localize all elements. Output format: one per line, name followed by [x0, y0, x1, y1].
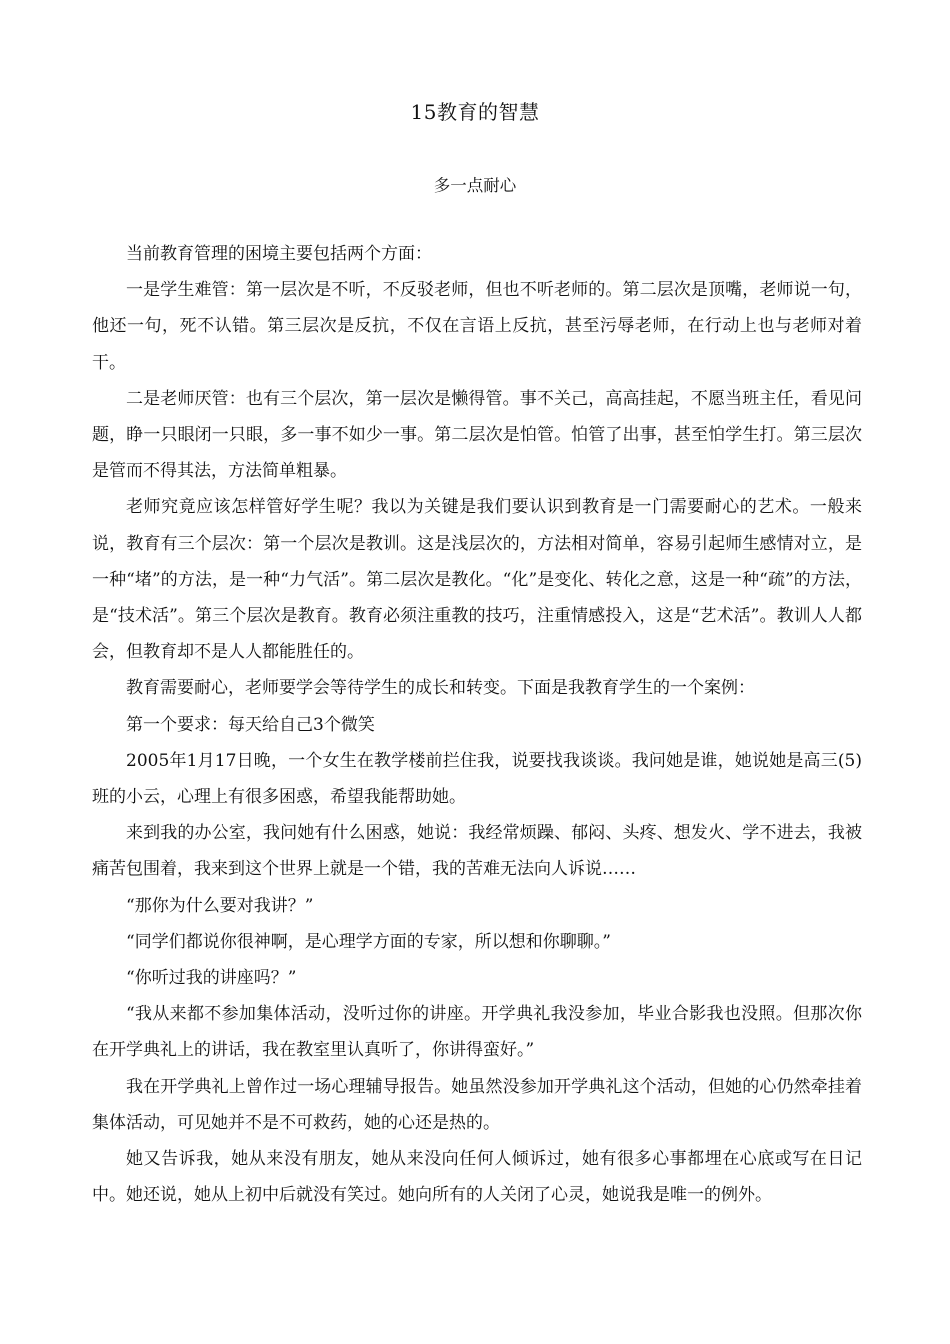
- paragraph: 来到我的办公室，我问她有什么困惑，她说：我经常烦躁、郁闷、头疼、想发火、学不进去，我被痛苦包围着，我来到这个世界上就是一个错，我的苦难无法向人诉说……: [92, 823, 862, 880]
- dialogue-line: “那你为什么要对我讲？”: [126, 895, 314, 916]
- dialogue-line: “同学们都说你很神啊，是心理学方面的专家，所以想和你聊聊。”: [126, 931, 611, 952]
- section-heading: 第一个要求：每天给自己3个微笑: [126, 714, 375, 735]
- paragraph: 当前教育管理的困境主要包括两个方面：: [126, 244, 432, 264]
- paragraph: 2005年1月17日晚，一个女生在教学楼前拦住我，说要找我谈谈。我问她是谁，她说她是高三(5)班的小云，心理上有很多困惑，希望我能帮助她。: [92, 750, 862, 808]
- paragraph: 教育需要耐心，老师要学会等待学生的成长和转变。下面是我教育学生的一个案例：: [126, 678, 755, 699]
- document-subtitle: 多一点耐心: [433, 176, 517, 195]
- paragraph: 一是学生难管：第一层次是不听，不反驳老师，但也不听老师的。第二层次是顶嘴，老师说一句，他还一句，死不认错。第三层次是反抗，不仅在言语上反抗，甚至污辱老师，在行动上也与老师对着干。: [92, 280, 862, 373]
- document-body: [92, 236, 862, 1213]
- paragraph: 她又告诉我，她从来没有朋友，她从来没向任何人倾诉过，她有很多心事都埋在心底或写在日记中。她还说，她从上初中后就没有笑过。她向所有的人关闭了心灵，她说我是唯一的例外。: [92, 1149, 862, 1206]
- paragraph: 我在开学典礼上曾作过一场心理辅导报告。她虽然没参加开学典礼这个活动，但她的心仍然牵挂着集体活动，可见她并不是不可救药，她的心还是热的。: [92, 1076, 862, 1133]
- dialogue-line: “我从来都不参加集体活动，没听过你的讲座。开学典礼我没参加，毕业合影我也没照。但那次你在开学典礼上的讲话，我在教室里认真听了，你讲得蛮好。”: [92, 1004, 862, 1061]
- document-title: 15教育的智慧: [410, 100, 540, 124]
- paragraph: 老师究竟应该怎样管好学生呢？我以为关键是我们要认识到教育是一门需要耐心的艺术。一般来说，教育有三个层次：第一个层次是教训。这是浅层次的，方法相对简单，容易引起师生感情对立，是一种“堵”的方法，是一种“力气活”。第二层次是教化。“化”是变化、转化之意，这是一种“疏”的方法，是“技术活”。第三个层次是教育。教育必须注重教的技巧，注重情感投入，这是“艺术活”。教训人人都会，但教育却不是人人都能胜任的。: [92, 497, 862, 663]
- paragraph: 二是老师厌管：也有三个层次，第一层次是懒得管。事不关己，高高挂起，不愿当班主任，看见问题，睁一只眼闭一只眼，多一事不如少一事。第二层次是怕管。怕管了出事，甚至怕学生打。第三层次是管而不得其法，方法简单粗暴。: [92, 388, 862, 482]
- dialogue-line: “你听过我的讲座吗？”: [126, 968, 297, 989]
